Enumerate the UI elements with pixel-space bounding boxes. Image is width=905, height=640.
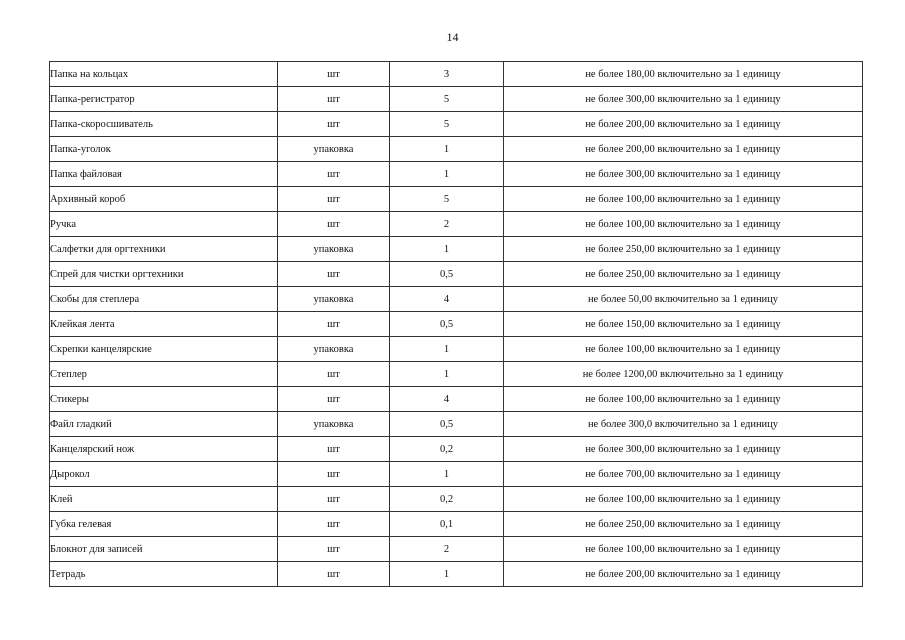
item-name-cell: Клей — [50, 487, 278, 512]
item-quantity-cell: 4 — [390, 387, 504, 412]
item-name-cell: Блокнот для записей — [50, 537, 278, 562]
item-quantity-cell: 0,5 — [390, 412, 504, 437]
item-name-cell: Канцелярский нож — [50, 437, 278, 462]
item-unit-cell: шт — [278, 87, 390, 112]
item-unit-cell: шт — [278, 462, 390, 487]
item-quantity-cell: 2 — [390, 212, 504, 237]
item-name-cell: Папка файловая — [50, 162, 278, 187]
item-quantity-cell: 1 — [390, 562, 504, 587]
item-quantity-cell: 1 — [390, 162, 504, 187]
item-unit-cell: шт — [278, 562, 390, 587]
item-price-cell: не более 100,00 включительно за 1 единицу — [504, 187, 863, 212]
item-unit-cell: шт — [278, 212, 390, 237]
table-row — [50, 312, 863, 337]
item-name-cell: Скобы для степлера — [50, 287, 278, 312]
item-unit-cell: упаковка — [278, 337, 390, 362]
item-quantity-cell: 0,5 — [390, 262, 504, 287]
item-quantity-cell: 1 — [390, 337, 504, 362]
table-row — [50, 212, 863, 237]
item-quantity-cell: 1 — [390, 137, 504, 162]
item-unit-cell: шт — [278, 162, 390, 187]
table-row — [50, 137, 863, 162]
item-unit-cell: шт — [278, 487, 390, 512]
item-quantity-cell: 3 — [390, 62, 504, 87]
item-unit-cell: шт — [278, 187, 390, 212]
item-name-cell: Скрепки канцелярские — [50, 337, 278, 362]
item-price-cell: не более 300,00 включительно за 1 единицу — [504, 162, 863, 187]
page-number: 14 — [446, 30, 459, 44]
item-unit-cell: упаковка — [278, 237, 390, 262]
item-price-cell: не более 300,0 включительно за 1 единицу — [504, 412, 863, 437]
item-price-cell: не более 100,00 включительно за 1 единицу — [504, 537, 863, 562]
item-unit-cell: упаковка — [278, 137, 390, 162]
item-price-cell: не более 200,00 включительно за 1 единицу — [504, 137, 863, 162]
item-name-cell: Папка-уголок — [50, 137, 278, 162]
item-name-cell: Папка-регистратор — [50, 87, 278, 112]
table-row — [50, 387, 863, 412]
item-name-cell: Спрей для чистки оргтехники — [50, 262, 278, 287]
item-quantity-cell: 1 — [390, 462, 504, 487]
item-unit-cell: шт — [278, 537, 390, 562]
item-unit-cell: шт — [278, 362, 390, 387]
item-unit-cell: упаковка — [278, 287, 390, 312]
item-unit-cell: шт — [278, 312, 390, 337]
item-price-cell: не более 50,00 включительно за 1 единицу — [504, 287, 863, 312]
item-price-cell: не более 1200,00 включительно за 1 единицу — [504, 362, 863, 387]
table-row — [50, 537, 863, 562]
item-price-cell: не более 300,00 включительно за 1 единицу — [504, 437, 863, 462]
item-unit-cell: шт — [278, 112, 390, 137]
item-price-cell: не более 150,00 включительно за 1 единицу — [504, 312, 863, 337]
item-price-cell: не более 180,00 включительно за 1 единицу — [504, 62, 863, 87]
item-name-cell: Файл гладкий — [50, 412, 278, 437]
item-quantity-cell: 1 — [390, 362, 504, 387]
table-row — [50, 487, 863, 512]
item-price-cell: не более 250,00 включительно за 1 единицу — [504, 262, 863, 287]
table-row — [50, 287, 863, 312]
item-quantity-cell: 2 — [390, 537, 504, 562]
item-name-cell: Папка-скоросшиватель — [50, 112, 278, 137]
item-quantity-cell: 0,2 — [390, 487, 504, 512]
item-quantity-cell: 5 — [390, 187, 504, 212]
item-name-cell: Тетрадь — [50, 562, 278, 587]
table-row — [50, 262, 863, 287]
item-price-cell: не более 250,00 включительно за 1 единицу — [504, 512, 863, 537]
item-price-cell: не более 700,00 включительно за 1 единицу — [504, 462, 863, 487]
table-row — [50, 162, 863, 187]
item-unit-cell: шт — [278, 62, 390, 87]
item-name-cell: Папка на кольцах — [50, 62, 278, 87]
item-quantity-cell: 1 — [390, 237, 504, 262]
table-row — [50, 437, 863, 462]
item-unit-cell: шт — [278, 512, 390, 537]
table-row — [50, 112, 863, 137]
item-name-cell: Стикеры — [50, 387, 278, 412]
items-table — [49, 61, 863, 587]
item-quantity-cell: 5 — [390, 87, 504, 112]
item-price-cell: не более 100,00 включительно за 1 единицу — [504, 387, 863, 412]
item-quantity-cell: 4 — [390, 287, 504, 312]
item-name-cell: Архивный короб — [50, 187, 278, 212]
table-row — [50, 87, 863, 112]
item-name-cell: Клейкая лента — [50, 312, 278, 337]
table-row — [50, 62, 863, 87]
table-row — [50, 337, 863, 362]
item-unit-cell: упаковка — [278, 412, 390, 437]
item-quantity-cell: 5 — [390, 112, 504, 137]
table-row — [50, 562, 863, 587]
item-quantity-cell: 0,1 — [390, 512, 504, 537]
item-quantity-cell: 0,5 — [390, 312, 504, 337]
item-price-cell: не более 300,00 включительно за 1 единицу — [504, 87, 863, 112]
table-row — [50, 462, 863, 487]
item-name-cell: Салфетки для оргтехники — [50, 237, 278, 262]
item-name-cell: Ручка — [50, 212, 278, 237]
item-price-cell: не более 250,00 включительно за 1 единицу — [504, 237, 863, 262]
items-table-body — [50, 62, 863, 587]
table-row — [50, 362, 863, 387]
table-row — [50, 412, 863, 437]
item-unit-cell: шт — [278, 437, 390, 462]
item-price-cell: не более 100,00 включительно за 1 единицу — [504, 487, 863, 512]
item-price-cell: не более 200,00 включительно за 1 единицу — [504, 562, 863, 587]
item-price-cell: не более 100,00 включительно за 1 единицу — [504, 337, 863, 362]
table-row — [50, 512, 863, 537]
item-unit-cell: шт — [278, 262, 390, 287]
item-price-cell: не более 100,00 включительно за 1 единицу — [504, 212, 863, 237]
table-row — [50, 237, 863, 262]
item-name-cell: Губка гелевая — [50, 512, 278, 537]
item-quantity-cell: 0,2 — [390, 437, 504, 462]
item-unit-cell: шт — [278, 387, 390, 412]
table-row — [50, 187, 863, 212]
item-name-cell: Степлер — [50, 362, 278, 387]
item-name-cell: Дырокол — [50, 462, 278, 487]
item-price-cell: не более 200,00 включительно за 1 единицу — [504, 112, 863, 137]
